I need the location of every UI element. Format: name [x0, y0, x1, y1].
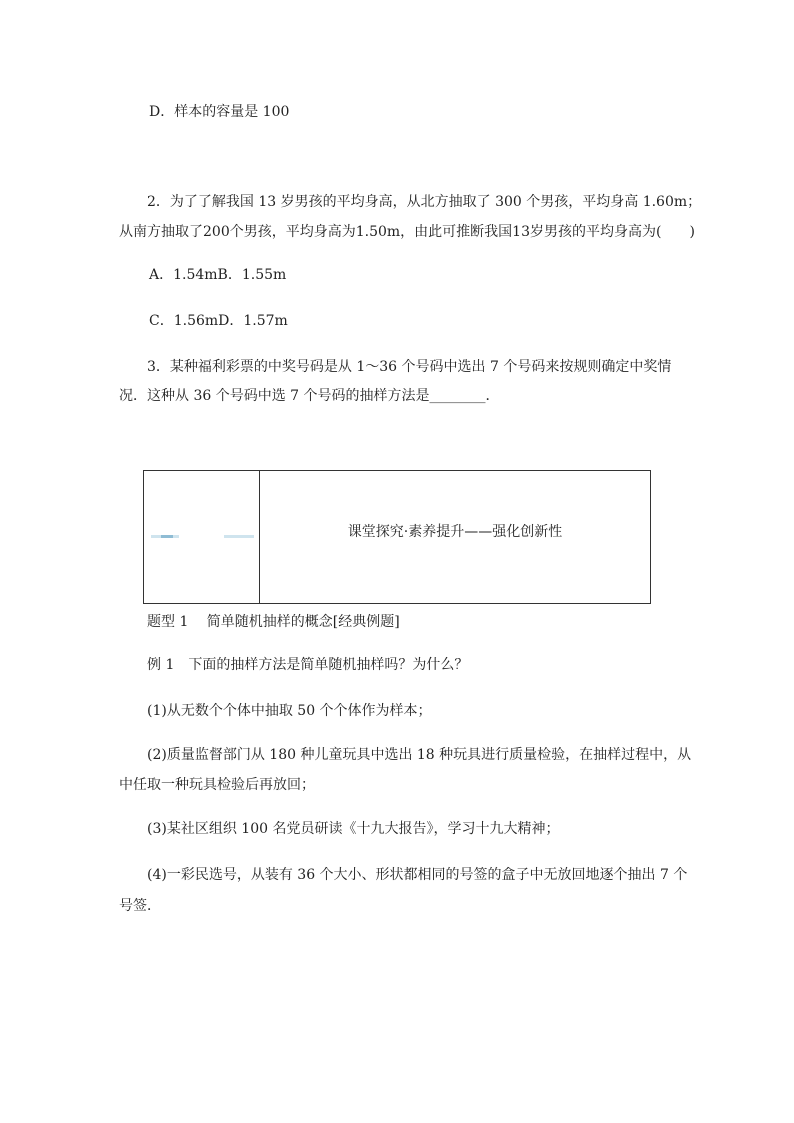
- decorative-dash-icon: [151, 535, 179, 538]
- option-d: D．样本的容量是 100: [149, 104, 290, 120]
- item-4-line-2: 号签．: [119, 898, 161, 914]
- question-3-line-1: 3．某种福利彩票的中奖号码是从 1～36 个号码中选出 7 个号码来按规则确定中奖情: [147, 359, 672, 375]
- banner-title: 课堂探究·素养提升——强化创新性: [347, 524, 563, 540]
- example-1-heading: 例 1 下面的抽样方法是简单随机抽样吗？为什么？: [147, 657, 469, 673]
- question-2-line-2: 从南方抽取了200个男孩，平均身高为1.50m，由此可推断我国13岁男孩的平均身高为( ): [119, 224, 695, 240]
- question-3-line-2: 况．这种从 36 个号码中选 7 个号码的抽样方法是________．: [119, 388, 500, 404]
- item-2-line-2: 中任取一种玩具检验后再放回；: [119, 777, 315, 793]
- question-2-options-ab: A．1.54mB．1.55m: [149, 267, 287, 283]
- item-1: (1)从无数个个体中抽取 50 个个体作为样本；: [147, 703, 432, 719]
- question-type-heading: 题型 1 简单随机抽样的概念[经典例题]: [147, 614, 400, 630]
- decorative-dash-icon: [224, 535, 254, 538]
- question-2-options-cd: C．1.56mD．1.57m: [149, 313, 288, 329]
- item-4-line-1: (4)一彩民选号，从装有 36 个大小、形状都相同的号签的盒子中无放回地逐个抽出 7 个: [147, 867, 688, 883]
- item-2-line-1: (2)质量监督部门从 180 种儿童玩具中选出 18 种玩具进行质量检验，在抽样过程中，从: [147, 747, 692, 763]
- question-2-line-1: 2．为了了解我国 13 岁男孩的平均身高，从北方抽取了 300 个男孩，平均身高 1.60m；: [147, 194, 702, 210]
- section-banner: [143, 470, 651, 604]
- item-3: (3)某社区组织 100 名党员研读《十九大报告》，学习十九大精神；: [147, 821, 560, 837]
- banner-left-cell: [144, 471, 260, 603]
